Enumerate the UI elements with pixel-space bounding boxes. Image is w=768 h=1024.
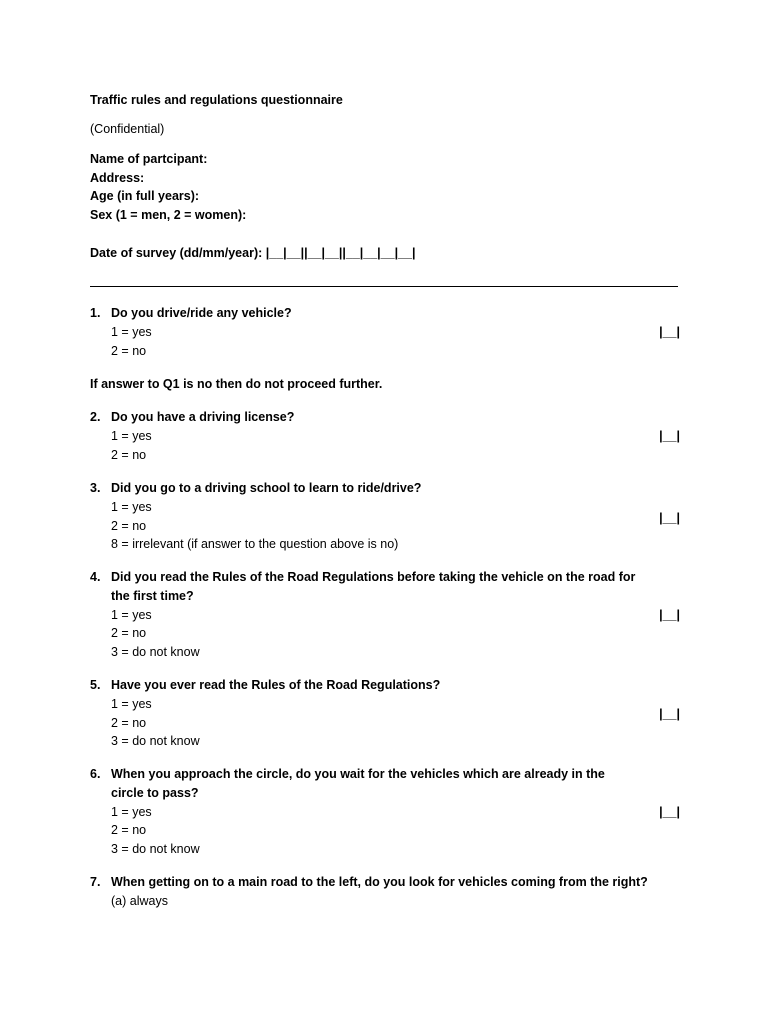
answer-box: |__| xyxy=(659,325,680,339)
address-field: Address: xyxy=(90,171,145,185)
option: 2 = no xyxy=(111,715,147,730)
question-2 xyxy=(90,408,680,464)
option: (a) always xyxy=(111,893,168,908)
option: 2 = no xyxy=(111,626,147,641)
option: 2 = no xyxy=(111,518,147,533)
question-3 xyxy=(90,479,680,554)
option: 3 = do not know xyxy=(111,842,200,857)
question-number: 4. xyxy=(90,570,101,584)
option: 1 = yes xyxy=(111,804,152,819)
question-text: Did you go to a driving school to learn to ride/drive? xyxy=(111,481,422,495)
question-text: Did you read the Rules of the Road Regulations before taking the vehicle on the road for the first time? xyxy=(111,570,636,603)
option: 8 = irrelevant (if answer to the question above is no) xyxy=(111,537,399,552)
question-number: 7. xyxy=(90,875,101,889)
option: 1 = yes xyxy=(111,324,152,339)
question-number: 3. xyxy=(90,481,101,495)
question-text: When you approach the circle, do you wait for the vehicles which are already in the circle to pass? xyxy=(111,767,605,800)
option: 3 = do not know xyxy=(111,645,200,660)
age-field: Age (in full years): xyxy=(90,189,200,203)
answer-box: |__| xyxy=(659,608,680,622)
question-text: Have you ever read the Rules of the Road Regulations? xyxy=(111,678,441,692)
question-number: 1. xyxy=(90,306,101,320)
option: 2 = no xyxy=(111,823,147,838)
participant-name-field: Name of partcipant: xyxy=(90,152,208,166)
question-text: When getting on to a main road to the left, do you look for vehicles coming from the right? xyxy=(111,875,648,889)
question-6 xyxy=(90,765,680,859)
option: 2 = no xyxy=(111,343,147,358)
answer-box: |__| xyxy=(659,707,680,721)
header-divider xyxy=(90,286,678,287)
document-title: Traffic rules and regulations questionnaire xyxy=(90,93,343,107)
question-number: 2. xyxy=(90,410,101,424)
option: 1 = yes xyxy=(111,607,152,622)
option: 1 = yes xyxy=(111,428,152,443)
question-4 xyxy=(90,568,680,662)
confidential-label: (Confidential) xyxy=(90,122,165,136)
question-number: 6. xyxy=(90,767,101,781)
option: 2 = no xyxy=(111,447,147,462)
answer-box: |__| xyxy=(659,511,680,525)
answer-box: |__| xyxy=(659,429,680,443)
date-label: Date of survey (dd/mm/year): xyxy=(90,246,263,260)
q1-skip-note: If answer to Q1 is no then do not proceed further. xyxy=(90,377,383,391)
option: 3 = do not know xyxy=(111,734,200,749)
option: 1 = yes xyxy=(111,499,152,514)
answer-box: |__| xyxy=(659,805,680,819)
question-text: Do you have a driving license? xyxy=(111,410,295,424)
question-text: Do you drive/ride any vehicle? xyxy=(111,306,292,320)
question-5 xyxy=(90,676,680,751)
question-1 xyxy=(90,304,680,360)
date-entry-boxes: |__|__||__|__||__|__|__|__| xyxy=(265,246,416,260)
date-of-survey xyxy=(90,244,415,263)
question-number: 5. xyxy=(90,678,101,692)
option: 1 = yes xyxy=(111,696,152,711)
question-7 xyxy=(90,873,680,911)
sex-field: Sex (1 = men, 2 = women): xyxy=(90,208,247,222)
